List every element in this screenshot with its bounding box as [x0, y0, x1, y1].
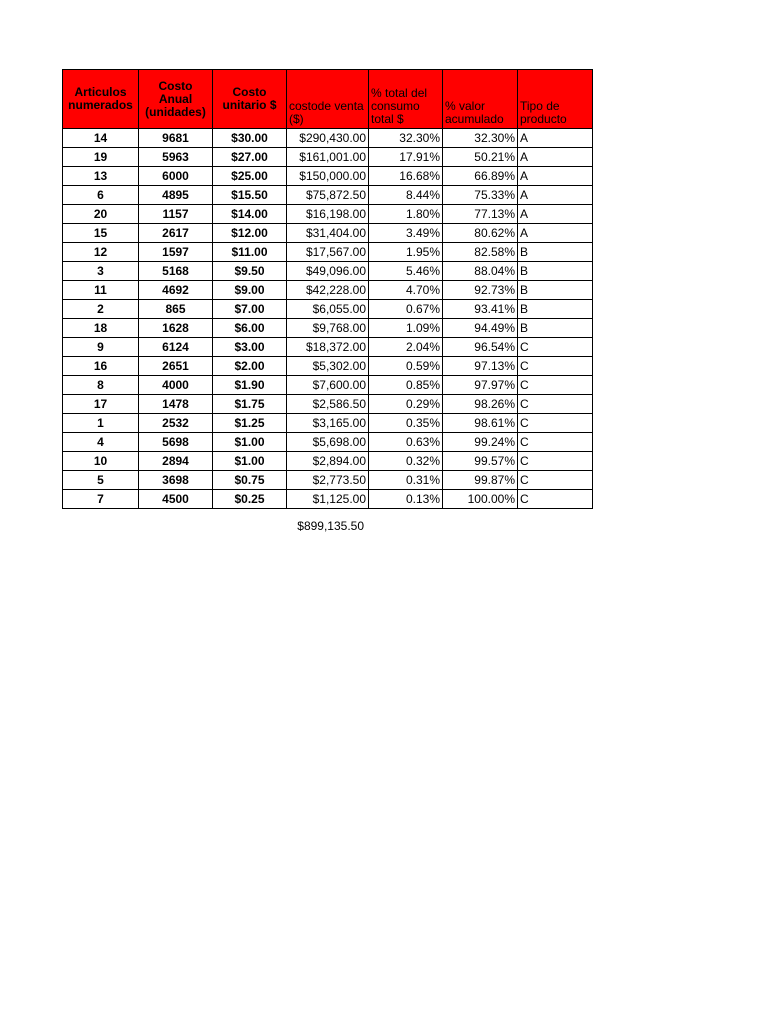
- table-row: [63, 452, 593, 471]
- cell-pct-total[interactable]: 1.80%: [369, 205, 443, 224]
- cell-pct-total[interactable]: 1.95%: [369, 243, 443, 262]
- cell-costo-anual[interactable]: 4500: [139, 490, 213, 509]
- cell-pct-acumulado[interactable]: 92.73%: [443, 281, 518, 300]
- cell-pct-acumulado[interactable]: 75.33%: [443, 186, 518, 205]
- cell-costo-anual[interactable]: 2651: [139, 357, 213, 376]
- cell-costo-anual[interactable]: 4000: [139, 376, 213, 395]
- table-body: [63, 129, 593, 509]
- cell-costo-unitario[interactable]: $1.00: [213, 433, 287, 452]
- cell-costo-anual[interactable]: 1628: [139, 319, 213, 338]
- table-row: [63, 167, 593, 186]
- cell-costo-unitario[interactable]: $30.00: [213, 129, 287, 148]
- cell-tipo-producto[interactable]: A: [518, 148, 593, 167]
- cell-costo-venta[interactable]: $49,096.00: [287, 262, 369, 281]
- cell-articulo[interactable]: 17: [63, 395, 139, 414]
- cell-tipo-producto[interactable]: B: [518, 262, 593, 281]
- cell-costo-venta[interactable]: $2,586.50: [287, 395, 369, 414]
- cell-pct-total[interactable]: 0.32%: [369, 452, 443, 471]
- table-row: [63, 319, 593, 338]
- table-row: [63, 376, 593, 395]
- table-row: [63, 395, 593, 414]
- cell-costo-venta[interactable]: $290,430.00: [287, 129, 369, 148]
- cell-pct-acumulado[interactable]: 32.30%: [443, 129, 518, 148]
- cell-costo-anual[interactable]: 2894: [139, 452, 213, 471]
- cell-tipo-producto[interactable]: C: [518, 471, 593, 490]
- cell-costo-unitario[interactable]: $6.00: [213, 319, 287, 338]
- cell-pct-total[interactable]: 3.49%: [369, 224, 443, 243]
- header-costo-unitario[interactable]: Costo unitario $: [213, 70, 287, 129]
- cell-pct-acumulado[interactable]: 99.24%: [443, 433, 518, 452]
- cell-pct-acumulado[interactable]: 96.54%: [443, 338, 518, 357]
- cell-costo-venta[interactable]: $18,372.00: [287, 338, 369, 357]
- cell-costo-unitario[interactable]: $9.00: [213, 281, 287, 300]
- cell-costo-unitario[interactable]: $1.25: [213, 414, 287, 433]
- cell-costo-unitario[interactable]: $7.00: [213, 300, 287, 319]
- cell-articulo[interactable]: 5: [63, 471, 139, 490]
- cell-costo-venta[interactable]: $42,228.00: [287, 281, 369, 300]
- cell-articulo[interactable]: 9: [63, 338, 139, 357]
- cell-pct-acumulado[interactable]: 99.57%: [443, 452, 518, 471]
- cell-costo-unitario[interactable]: $1.00: [213, 452, 287, 471]
- cell-articulo[interactable]: 12: [63, 243, 139, 262]
- cell-tipo-producto[interactable]: C: [518, 338, 593, 357]
- cell-pct-acumulado[interactable]: 88.04%: [443, 262, 518, 281]
- cell-tipo-producto[interactable]: C: [518, 433, 593, 452]
- cell-costo-anual[interactable]: 5168: [139, 262, 213, 281]
- cell-costo-venta[interactable]: $7,600.00: [287, 376, 369, 395]
- cell-costo-anual[interactable]: 4895: [139, 186, 213, 205]
- cell-articulo[interactable]: 2: [63, 300, 139, 319]
- cell-costo-anual[interactable]: 1478: [139, 395, 213, 414]
- cell-tipo-producto[interactable]: A: [518, 186, 593, 205]
- cell-costo-venta[interactable]: $161,001.00: [287, 148, 369, 167]
- cell-costo-anual[interactable]: 6124: [139, 338, 213, 357]
- cell-articulo[interactable]: 19: [63, 148, 139, 167]
- table-row: [63, 433, 593, 452]
- table-row: [63, 490, 593, 509]
- cell-articulo[interactable]: 13: [63, 167, 139, 186]
- cell-tipo-producto[interactable]: C: [518, 357, 593, 376]
- cell-pct-acumulado[interactable]: 82.58%: [443, 243, 518, 262]
- header-pct-total[interactable]: % total del consumo total $: [369, 70, 443, 129]
- cell-pct-acumulado[interactable]: 77.13%: [443, 205, 518, 224]
- header-costo-venta[interactable]: costode venta ($): [287, 70, 369, 129]
- header-costo-anual[interactable]: Costo Anual (unidades): [139, 70, 213, 129]
- cell-tipo-producto[interactable]: C: [518, 395, 593, 414]
- cell-pct-acumulado[interactable]: 97.13%: [443, 357, 518, 376]
- cell-pct-total[interactable]: 8.44%: [369, 186, 443, 205]
- cell-costo-unitario[interactable]: $1.75: [213, 395, 287, 414]
- cell-articulo[interactable]: 16: [63, 357, 139, 376]
- cell-pct-total[interactable]: 0.59%: [369, 357, 443, 376]
- cell-costo-venta[interactable]: $9,768.00: [287, 319, 369, 338]
- cell-costo-venta[interactable]: $1,125.00: [287, 490, 369, 509]
- cell-pct-acumulado[interactable]: 94.49%: [443, 319, 518, 338]
- table-row: [63, 148, 593, 167]
- cell-pct-acumulado[interactable]: 100.00%: [443, 490, 518, 509]
- cell-pct-total[interactable]: 0.13%: [369, 490, 443, 509]
- cell-costo-unitario[interactable]: $9.50: [213, 262, 287, 281]
- cell-costo-anual[interactable]: 9681: [139, 129, 213, 148]
- cell-tipo-producto[interactable]: B: [518, 281, 593, 300]
- cell-costo-venta[interactable]: $150,000.00: [287, 167, 369, 186]
- cell-costo-anual[interactable]: 3698: [139, 471, 213, 490]
- cell-pct-acumulado[interactable]: 50.21%: [443, 148, 518, 167]
- cell-costo-venta[interactable]: $75,872.50: [287, 186, 369, 205]
- cell-articulo[interactable]: 7: [63, 490, 139, 509]
- cell-costo-anual[interactable]: 2617: [139, 224, 213, 243]
- table-row: [63, 186, 593, 205]
- cell-articulo[interactable]: 15: [63, 224, 139, 243]
- cell-costo-venta[interactable]: $6,055.00: [287, 300, 369, 319]
- cell-articulo[interactable]: 4: [63, 433, 139, 452]
- cell-pct-total[interactable]: 4.70%: [369, 281, 443, 300]
- cell-costo-unitario[interactable]: $25.00: [213, 167, 287, 186]
- cell-pct-acumulado[interactable]: 66.89%: [443, 167, 518, 186]
- cell-pct-total[interactable]: 0.35%: [369, 414, 443, 433]
- table-row: [63, 357, 593, 376]
- cell-costo-unitario[interactable]: $15.50: [213, 186, 287, 205]
- cell-tipo-producto[interactable]: C: [518, 452, 593, 471]
- abc-analysis-table: [62, 69, 593, 509]
- cell-costo-anual[interactable]: 6000: [139, 167, 213, 186]
- table-row: [63, 471, 593, 490]
- cell-tipo-producto[interactable]: A: [518, 129, 593, 148]
- cell-pct-total[interactable]: 2.04%: [369, 338, 443, 357]
- cell-articulo[interactable]: 10: [63, 452, 139, 471]
- cell-articulo[interactable]: 3: [63, 262, 139, 281]
- cell-tipo-producto[interactable]: A: [518, 205, 593, 224]
- cell-pct-total[interactable]: 5.46%: [369, 262, 443, 281]
- cell-tipo-producto[interactable]: B: [518, 319, 593, 338]
- cell-articulo[interactable]: 8: [63, 376, 139, 395]
- cell-costo-venta[interactable]: $31,404.00: [287, 224, 369, 243]
- table-row: [63, 281, 593, 300]
- cell-costo-unitario[interactable]: $0.25: [213, 490, 287, 509]
- cell-tipo-producto[interactable]: C: [518, 490, 593, 509]
- cell-costo-unitario[interactable]: $2.00: [213, 357, 287, 376]
- cell-tipo-producto[interactable]: C: [518, 376, 593, 395]
- cell-costo-unitario[interactable]: $1.90: [213, 376, 287, 395]
- cell-costo-anual[interactable]: 2532: [139, 414, 213, 433]
- cell-pct-acumulado[interactable]: 99.87%: [443, 471, 518, 490]
- cell-costo-anual[interactable]: 5963: [139, 148, 213, 167]
- cell-costo-venta[interactable]: $2,894.00: [287, 452, 369, 471]
- cell-costo-unitario[interactable]: $3.00: [213, 338, 287, 357]
- cell-costo-venta[interactable]: $5,698.00: [287, 433, 369, 452]
- header-articulos[interactable]: Articulos numerados: [63, 70, 139, 129]
- cell-costo-anual[interactable]: 4692: [139, 281, 213, 300]
- cell-pct-acumulado[interactable]: 98.26%: [443, 395, 518, 414]
- cell-tipo-producto[interactable]: C: [518, 414, 593, 433]
- cell-costo-unitario[interactable]: $0.75: [213, 471, 287, 490]
- cell-pct-acumulado[interactable]: 98.61%: [443, 414, 518, 433]
- cell-pct-total[interactable]: 0.31%: [369, 471, 443, 490]
- header-pct-acumulado[interactable]: % valor acumulado: [443, 70, 518, 129]
- cell-tipo-producto[interactable]: B: [518, 300, 593, 319]
- cell-articulo[interactable]: 20: [63, 205, 139, 224]
- cell-pct-total[interactable]: 0.63%: [369, 433, 443, 452]
- cell-costo-unitario[interactable]: $27.00: [213, 148, 287, 167]
- cell-pct-total[interactable]: 16.68%: [369, 167, 443, 186]
- cell-pct-acumulado[interactable]: 93.41%: [443, 300, 518, 319]
- cell-costo-venta[interactable]: $3,165.00: [287, 414, 369, 433]
- cell-pct-total[interactable]: 0.85%: [369, 376, 443, 395]
- table-row: [63, 414, 593, 433]
- cell-costo-venta[interactable]: $16,198.00: [287, 205, 369, 224]
- cell-articulo[interactable]: 14: [63, 129, 139, 148]
- total-cost-cell[interactable]: $899,135.50: [297, 519, 364, 533]
- cell-costo-venta[interactable]: $17,567.00: [287, 243, 369, 262]
- cell-pct-total[interactable]: 0.67%: [369, 300, 443, 319]
- header-row: [63, 70, 593, 129]
- cell-costo-unitario[interactable]: $14.00: [213, 205, 287, 224]
- cell-tipo-producto[interactable]: A: [518, 167, 593, 186]
- table-row: [63, 300, 593, 319]
- cell-costo-venta[interactable]: $2,773.50: [287, 471, 369, 490]
- table-row: [63, 205, 593, 224]
- cell-articulo[interactable]: 6: [63, 186, 139, 205]
- cell-pct-total[interactable]: 1.09%: [369, 319, 443, 338]
- cell-pct-total[interactable]: 17.91%: [369, 148, 443, 167]
- cell-pct-acumulado[interactable]: 80.62%: [443, 224, 518, 243]
- table-row: [63, 224, 593, 243]
- cell-costo-anual[interactable]: 865: [139, 300, 213, 319]
- cell-pct-total[interactable]: 0.29%: [369, 395, 443, 414]
- table-row: [63, 262, 593, 281]
- cell-costo-venta[interactable]: $5,302.00: [287, 357, 369, 376]
- cell-articulo[interactable]: 1: [63, 414, 139, 433]
- cell-tipo-producto[interactable]: A: [518, 224, 593, 243]
- table-row: [63, 129, 593, 148]
- header-tipo-producto[interactable]: Tipo de producto: [518, 70, 593, 129]
- cell-pct-total[interactable]: 32.30%: [369, 129, 443, 148]
- cell-costo-anual[interactable]: 5698: [139, 433, 213, 452]
- cell-articulo[interactable]: 18: [63, 319, 139, 338]
- cell-costo-anual[interactable]: 1157: [139, 205, 213, 224]
- table-row: [63, 243, 593, 262]
- cell-pct-acumulado[interactable]: 97.97%: [443, 376, 518, 395]
- cell-tipo-producto[interactable]: B: [518, 243, 593, 262]
- cell-costo-unitario[interactable]: $11.00: [213, 243, 287, 262]
- table-row: [63, 338, 593, 357]
- cell-costo-anual[interactable]: 1597: [139, 243, 213, 262]
- cell-costo-unitario[interactable]: $12.00: [213, 224, 287, 243]
- cell-articulo[interactable]: 11: [63, 281, 139, 300]
